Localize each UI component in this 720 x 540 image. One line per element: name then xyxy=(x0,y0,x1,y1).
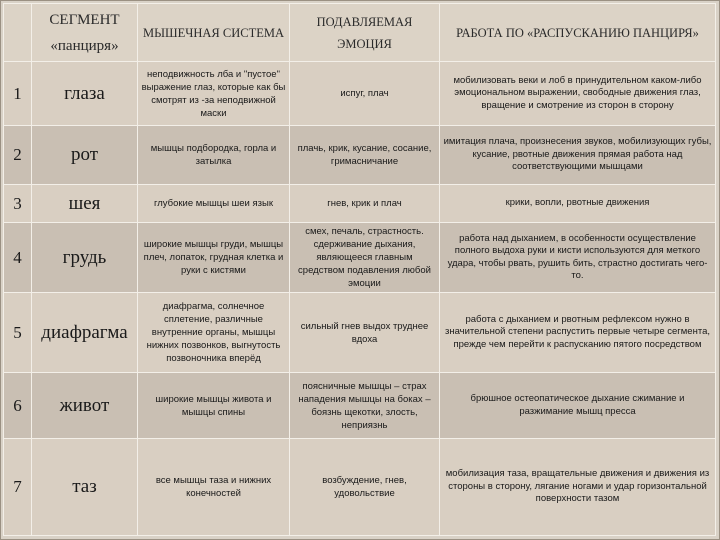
table-row xyxy=(4,185,716,223)
muscle-system-cell: неподвижность лба и "пустое" выражение глаз, которые как бы смотрят из -за неподвижной маски xyxy=(138,62,290,126)
work-cell: мобилизовать веки и лоб в принудительном каком-либо эмоциональном выражении, свободные движения глаз, вращение и смотрение из сторон в сторону xyxy=(440,62,716,126)
work-cell: работа с дыханием и рвотным рефлексом нужно в значительной степени распустить первые четыре сегмента, прежде чем перейти к распусканию пятого посредством xyxy=(440,293,716,373)
row-number: 2 xyxy=(4,126,32,185)
emotion-cell: возбуждение, гнев, удовольствие xyxy=(290,439,440,536)
work-cell: крики, вопли, рвотные движения xyxy=(440,185,716,223)
work-cell: брюшное остеопатическое дыхание сжимание и разжимание мышц пресса xyxy=(440,373,716,439)
emotion-cell: плачь, крик, кусание, сосание, гримасничание xyxy=(290,126,440,185)
emotion-cell: гнев, крик и плач xyxy=(290,185,440,223)
header-row xyxy=(4,4,716,62)
table-row xyxy=(4,373,716,439)
armor-segments-table xyxy=(3,3,716,536)
emotion-cell: сильный гнев выдох труднее вдоха xyxy=(290,293,440,373)
row-number: 5 xyxy=(4,293,32,373)
table-row xyxy=(4,62,716,126)
emotion-cell: поясничные мышцы – страх нападения мышцы на боках – боязнь щекотки, злость, неприязнь xyxy=(290,373,440,439)
segment-name: таз xyxy=(32,439,138,536)
header-suppressed-emotion: ПОДАВЛЯЕМАЯ ЭМОЦИЯ xyxy=(290,4,440,62)
muscle-system-cell: глубокие мышцы шеи язык xyxy=(138,185,290,223)
row-number: 4 xyxy=(4,223,32,293)
header-armor-work: РАБОТА ПО «РАСПУСКАНИЮ ПАНЦИРЯ» xyxy=(440,4,716,62)
header-muscle-system: МЫШЕЧНАЯ СИСТЕМА xyxy=(138,4,290,62)
row-number: 1 xyxy=(4,62,32,126)
segment-name: живот xyxy=(32,373,138,439)
table-row xyxy=(4,126,716,185)
segment-name: шея xyxy=(32,185,138,223)
segment-name: грудь xyxy=(32,223,138,293)
muscle-system-cell: мышцы подбородка, горла и затылка xyxy=(138,126,290,185)
work-cell: мобилизация таза, вращательные движения и движения из стороны в сторону, лягание ногами и удар горизонтальной поверхности тазом xyxy=(440,439,716,536)
emotion-cell: смех, печаль, страстность. сдерживание дыхания, являющееся главным средством подавления любой эмоции xyxy=(290,223,440,293)
segment-name: диафрагма xyxy=(32,293,138,373)
table-row xyxy=(4,439,716,536)
work-cell: работа над дыханием, в особенности осуществление полного выдоха руки и кисти используются для меткого удара, чтобы рвать, рушить бить, страстно достигать чего-то. xyxy=(440,223,716,293)
segment-name: глаза xyxy=(32,62,138,126)
muscle-system-cell: широкие мышцы живота и мышцы спины xyxy=(138,373,290,439)
table-row xyxy=(4,293,716,373)
header-number-cell xyxy=(4,4,32,62)
emotion-cell: испуг, плач xyxy=(290,62,440,126)
work-cell: имитация плача, произнесения звуков, мобилизующих губы, кусание, рвотные движения прямая работа над соответствующими мышцами xyxy=(440,126,716,185)
muscle-system-cell: все мышцы таза и нижних конечностей xyxy=(138,439,290,536)
row-number: 7 xyxy=(4,439,32,536)
row-number: 6 xyxy=(4,373,32,439)
table-row xyxy=(4,223,716,293)
header-segment: СЕГМЕНТ «панциря» xyxy=(32,4,138,62)
muscle-system-cell: диафрагма, солнечное сплетение, различные внутренние органы, мышцы нижних позвонков, выгнутость позвоночника вперёд xyxy=(138,293,290,373)
muscle-system-cell: широкие мышцы груди, мышцы плеч, лопаток, грудная клетка и руки с кистями xyxy=(138,223,290,293)
segment-name: рот xyxy=(32,126,138,185)
row-number: 3 xyxy=(4,185,32,223)
